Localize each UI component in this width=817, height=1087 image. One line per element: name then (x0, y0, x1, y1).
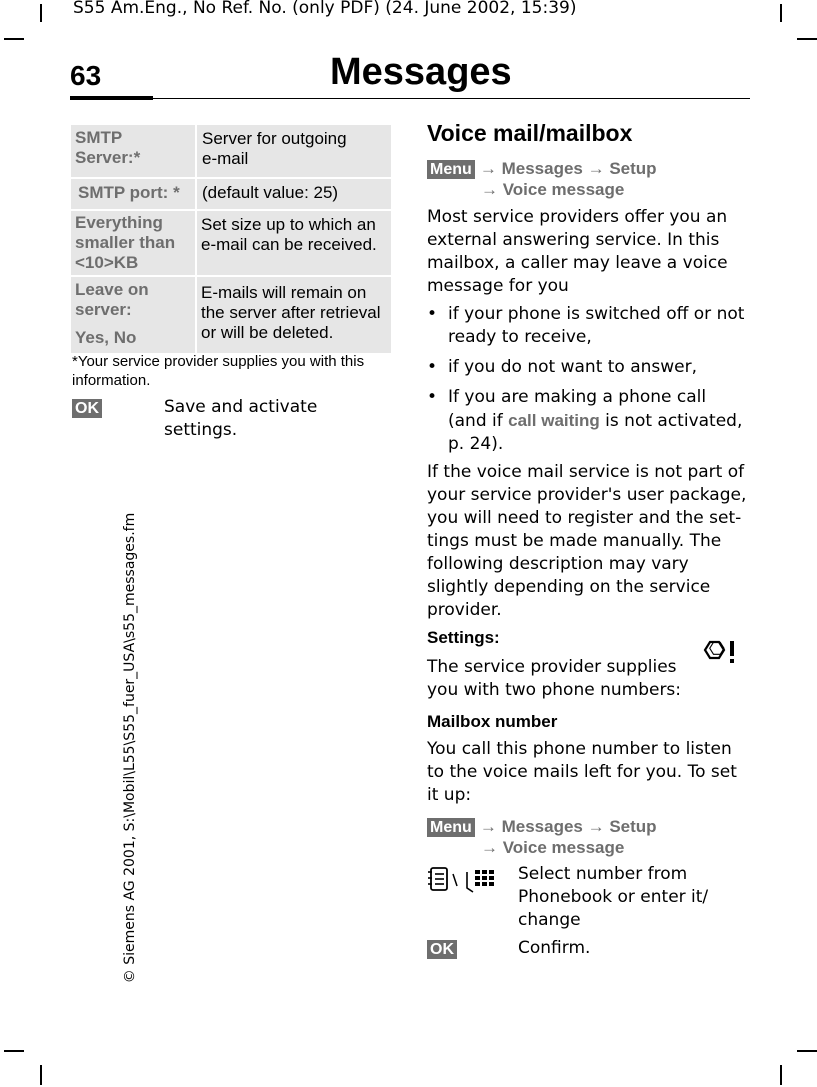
bullet-item: • if you do not want to answer, (427, 357, 698, 377)
mailbox-heading: Mailbox number (427, 712, 558, 731)
select-number-text: Select number from Phonebook or enter it/ change (518, 864, 709, 930)
crop-mark (4, 1050, 24, 1052)
confirm-text: Confirm. (518, 938, 591, 958)
crop-mark (780, 4, 782, 22)
crop-mark (797, 38, 817, 40)
table-row-desc: Server for outgoing e-mail (197, 125, 391, 177)
phonebook-icon (428, 868, 447, 890)
table-row-desc: E-mails will remain on the server after retrieval or will be deleted. (197, 277, 391, 353)
call-waiting-term: call waiting (508, 411, 600, 430)
ok-description: Save and activate settings. (164, 397, 318, 440)
ok-key: OK (72, 398, 102, 418)
table-row-label: Everything smaller than <10>KB (71, 211, 195, 275)
section-heading: Voice mail/mailbox (427, 120, 633, 146)
menu-path: Menu → Messages → Setup → Voice message (427, 158, 747, 200)
menu-key: Menu (427, 818, 475, 837)
side-copyright: © Siemens AG 2001, S:\Mobil\L55\S55_fuer_USA\s55_messages.fm (122, 512, 138, 984)
crop-mark (40, 4, 42, 22)
page-number: 63 (70, 60, 102, 91)
bullet-item: • if your phone is switched off or not ready to receive, (427, 304, 745, 347)
table-row-desc: Set size up to which an e-mail can be received. (197, 211, 391, 275)
title-rule (70, 98, 750, 99)
keypad-icon (467, 870, 494, 892)
settings-heading: Settings: (427, 628, 500, 647)
table-row-label: SMTP port: * (71, 179, 195, 209)
bullet-item: • If you are making a phone call (and if call waiting is not activated, p. 24). (427, 387, 743, 454)
provider-dependent-icon (702, 638, 738, 672)
intro-paragraph: Most service providers offer you an external answering service. In this mailbox, a caller may leave a voice message for you (427, 207, 728, 296)
phonebook-keypad-icons (427, 866, 499, 900)
table-footnote: *Your service provider supplies you with this information. (72, 353, 365, 389)
crop-mark (4, 38, 24, 40)
provider-paragraph: If the voice mail service is not part of your service provider's user package, you will need to register and the set-tings must be made manually. The following description may vary slightly depending on the service provider. (427, 462, 747, 620)
table-row-label: Leave on server: Yes, No (71, 277, 195, 353)
crop-mark (40, 1065, 42, 1085)
menu-key: Menu (427, 160, 475, 179)
crop-mark (797, 1050, 817, 1052)
doc-info: S55 Am.Eng., No Ref. No. (only PDF) (24. June 2002, 15:39) (73, 0, 577, 18)
ok-key: OK (427, 939, 457, 959)
table-row-label: SMTP Server:* (71, 125, 195, 177)
crop-mark (780, 1065, 782, 1085)
settings-text: The service provider supplies you with two phone numbers: (427, 657, 682, 700)
mailbox-text: You call this phone number to listen to the voice mails left for you. To set it up: (427, 739, 737, 805)
menu-path: Menu → Messages → Setup → Voice message (427, 816, 747, 858)
page-title: Messages (330, 51, 512, 93)
table-row-desc: (default value: 25) (197, 179, 391, 209)
